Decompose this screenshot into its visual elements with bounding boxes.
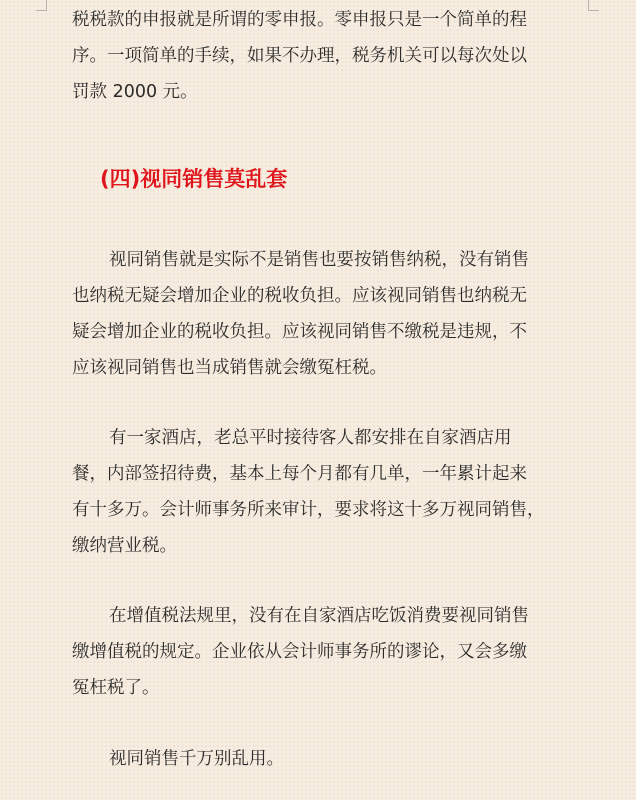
text-line: 冤枉税了。: [72, 678, 160, 698]
crop-mark-right: [588, 0, 599, 11]
text-line: 缴纳营业税。: [72, 536, 177, 556]
paragraph-deemed-sales-definition: [72, 242, 564, 386]
section-heading: (四)视同销售莫乱套: [100, 167, 288, 191]
crop-mark-left: [36, 0, 47, 11]
text-line: 视同销售就是实际不是销售也要按销售纳税，没有销售: [109, 250, 529, 270]
paragraph-conclusion: [72, 741, 564, 777]
text-line: 税税款的申报就是所谓的零申报。零申报只是一个简单的程: [72, 10, 527, 30]
text-line: 在增值税法规里，没有在自家酒店吃饭消费要视同销售: [109, 606, 529, 626]
text-line: 应该视同销售也当成销售就会缴冤枉税。: [72, 358, 387, 378]
text-line: 缴增值税的规定。企业依从会计师事务所的谬论，又会多缴: [72, 642, 527, 662]
text-line: 视同销售千万别乱用。: [109, 749, 284, 769]
text-line: 罚款 2000 元。: [72, 82, 198, 102]
text-line: 疑会增加企业的税收负担。应该视同销售不缴税是违规，不: [72, 322, 527, 342]
paragraph-vat-regulation: [72, 598, 564, 706]
text-line: 有十多万。会计师事务所来审计，要求将这十多万视同销售，: [72, 500, 545, 520]
paragraph-zero-filing-end: [72, 2, 564, 110]
text-line: 也纳税无疑会增加企业的税收负担。应该视同销售也纳税无: [72, 286, 527, 306]
text-line: 有一家酒店，老总平时接待客人都安排在自家酒店用: [109, 428, 512, 448]
text-line: 餐，内部签招待费，基本上每个月都有几单，一年累计起来: [72, 464, 527, 484]
paragraph-hotel-example: [72, 420, 564, 564]
text-line: 序。一项简单的手续，如果不办理，税务机关可以每次处以: [72, 46, 527, 66]
